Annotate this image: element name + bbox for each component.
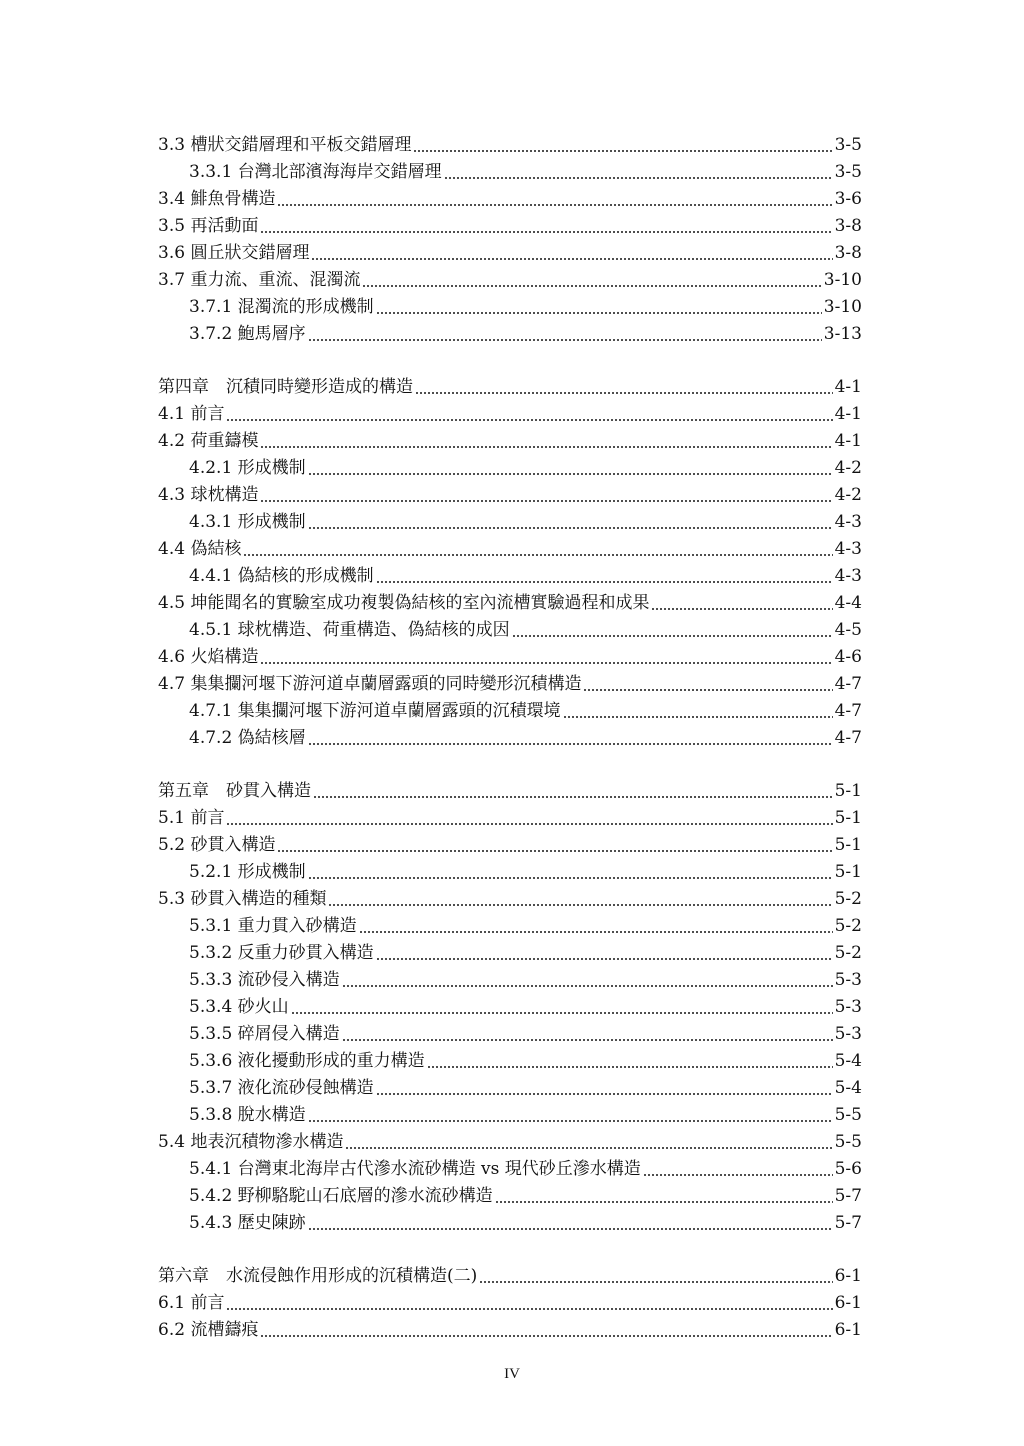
toc-entry-page: 4-3 [834, 512, 862, 532]
toc-entry[interactable] [158, 1317, 862, 1344]
toc-entry-title: 3.6 圓丘狀交錯層理 [158, 243, 310, 263]
dot-leader [415, 392, 833, 394]
toc-entry-page: 3-13 [823, 324, 862, 344]
dot-leader [583, 689, 832, 691]
dot-leader [260, 1335, 832, 1337]
toc-entry-title: 6.2 流槽鑄痕 [158, 1320, 259, 1340]
toc-entry[interactable] [158, 509, 862, 536]
dot-leader [376, 312, 822, 314]
dot-leader [308, 1120, 833, 1122]
toc-entry-title: 5.3.1 重力貫入砂構造 [189, 916, 357, 936]
toc-entry-title: 4.2.1 形成機制 [189, 458, 306, 478]
toc-entry[interactable] [158, 1048, 862, 1075]
toc-entry-page: 4-2 [834, 485, 862, 505]
toc-entry[interactable] [158, 994, 862, 1021]
toc-entry-title: 4.4.1 偽結核的形成機制 [189, 566, 374, 586]
toc-entry-page: 4-5 [834, 620, 862, 640]
toc-entry[interactable] [158, 886, 862, 913]
toc-entry[interactable] [158, 617, 862, 644]
toc-entry-page: 4-7 [834, 728, 862, 748]
toc-entry-title: 5.3.6 液化擾動形成的重力構造 [189, 1051, 425, 1071]
toc-entry[interactable] [158, 832, 862, 859]
dot-leader [328, 904, 832, 906]
toc-entry-page: 5-1 [834, 835, 862, 855]
toc-entry[interactable] [158, 267, 862, 294]
toc-entry-page: 6-1 [834, 1320, 862, 1340]
section-gap [158, 348, 862, 374]
toc-entry-page: 4-6 [834, 647, 862, 667]
toc-entry-title: 6.1 前言 [158, 1293, 225, 1313]
toc-entry-title: 5.4.2 野柳駱駝山石底層的滲水流砂構造 [189, 1186, 493, 1206]
dot-leader [376, 958, 833, 960]
toc-entry-title: 5.3.3 流砂侵入構造 [189, 970, 340, 990]
toc-entry-page: 3-8 [834, 216, 862, 236]
toc-entry-page: 5-4 [834, 1078, 862, 1098]
toc-entry-title: 5.1 前言 [158, 808, 225, 828]
dot-leader [226, 823, 832, 825]
toc-entry-title: 4.3.1 形成機制 [189, 512, 306, 532]
dot-leader [313, 796, 833, 798]
toc-entry[interactable] [158, 536, 862, 563]
dot-leader [308, 339, 822, 341]
toc-entry-title: 3.5 再活動面 [158, 216, 259, 236]
toc-entry-title: 4.6 火焰構造 [158, 647, 259, 667]
toc-entry[interactable] [158, 294, 862, 321]
toc-entry[interactable] [158, 482, 862, 509]
dot-leader [563, 716, 833, 718]
toc-entry-page: 5-1 [834, 808, 862, 828]
dot-leader [376, 581, 833, 583]
toc-entry-page: 3-5 [834, 135, 862, 155]
toc-entry[interactable] [158, 967, 862, 994]
dot-leader [342, 985, 833, 987]
toc-entry[interactable] [158, 725, 862, 752]
dot-leader [226, 419, 832, 421]
toc-entry-title: 5.3.5 碎屑侵入構造 [189, 1024, 340, 1044]
toc-entry-page: 4-4 [834, 593, 862, 613]
toc-entry-title: 第四章 沉積同時變形造成的構造 [158, 377, 413, 397]
toc-entry-page: 4-3 [834, 566, 862, 586]
toc-entry-title: 3.4 鯡魚骨構造 [158, 189, 276, 209]
toc-entry-page: 4-3 [834, 539, 862, 559]
toc-entry-title: 5.3.8 脫水構造 [189, 1105, 306, 1125]
section-gap [158, 752, 862, 778]
dot-leader [479, 1281, 832, 1283]
toc-entry[interactable] [158, 778, 862, 805]
toc-entry-title: 5.3 砂貫入構造的種類 [158, 889, 327, 909]
toc-entry-page: 4-1 [834, 377, 862, 397]
toc-entry[interactable] [158, 859, 862, 886]
toc-entry[interactable] [158, 671, 862, 698]
toc-entry-page: 5-3 [834, 1024, 862, 1044]
dot-leader [260, 662, 832, 664]
toc-entry-title: 5.4.3 歷史陳跡 [189, 1213, 306, 1233]
toc-entry-page: 5-5 [834, 1132, 862, 1152]
section-gap [158, 1237, 862, 1263]
toc-entry[interactable] [158, 455, 862, 482]
toc-entry-page: 5-1 [834, 862, 862, 882]
dot-leader [359, 931, 833, 933]
toc-entry-page: 5-7 [834, 1186, 862, 1206]
dot-leader [512, 635, 833, 637]
dot-leader [308, 1228, 833, 1230]
toc-entry-page: 3-6 [834, 189, 862, 209]
toc-entry-page: 5-2 [834, 889, 862, 909]
toc-entry-title: 5.2.1 形成機制 [189, 862, 306, 882]
toc-entry[interactable] [158, 698, 862, 725]
toc-entry-page: 5-3 [834, 970, 862, 990]
dot-leader [651, 608, 832, 610]
toc-entry-page: 6-1 [834, 1266, 862, 1286]
toc-entry[interactable] [158, 132, 862, 159]
toc-entry[interactable] [158, 159, 862, 186]
toc-entry-title: 5.4.1 台灣東北海岸古代滲水流砂構造 vs 現代砂丘滲水構造 [189, 1159, 641, 1179]
toc-entry[interactable] [158, 805, 862, 832]
toc-entry-page: 4-2 [834, 458, 862, 478]
toc-entry-page: 3-10 [823, 297, 862, 317]
toc-entry-title: 第六章 水流侵蝕作用形成的沉積構造(二) [158, 1266, 478, 1286]
toc-entry-page: 5-5 [834, 1105, 862, 1125]
toc-entry-title: 5.2 砂貫入構造 [158, 835, 276, 855]
table-of-contents [158, 132, 862, 1344]
toc-entry-title: 4.1 前言 [158, 404, 225, 424]
dot-leader [243, 554, 832, 556]
toc-entry-title: 3.7.2 鮑馬層序 [189, 324, 306, 344]
dot-leader [291, 1012, 833, 1014]
toc-entry[interactable] [158, 1075, 862, 1102]
dot-leader [342, 1039, 833, 1041]
toc-entry-page: 6-1 [834, 1293, 862, 1313]
dot-leader [260, 231, 832, 233]
toc-entry-page: 4-7 [834, 701, 862, 721]
toc-entry[interactable] [158, 401, 862, 428]
dot-leader [260, 500, 832, 502]
toc-entry-page: 5-2 [834, 943, 862, 963]
toc-entry[interactable] [158, 428, 862, 455]
toc-entry[interactable] [158, 563, 862, 590]
toc-entry[interactable] [158, 1210, 862, 1237]
toc-entry[interactable] [158, 1021, 862, 1048]
dot-leader [226, 1308, 832, 1310]
toc-entry[interactable] [158, 1183, 862, 1210]
toc-entry-title: 3.7 重力流、重流、混濁流 [158, 270, 361, 290]
toc-entry-page: 4-1 [834, 431, 862, 451]
toc-entry-page: 3-8 [834, 243, 862, 263]
toc-entry[interactable] [158, 1263, 862, 1290]
dot-leader [277, 850, 832, 852]
page-number: IV [504, 1366, 520, 1382]
toc-entry[interactable] [158, 1102, 862, 1129]
toc-entry-page: 5-1 [834, 781, 862, 801]
toc-entry-title: 4.5.1 球枕構造、荷重構造、偽結核的成因 [189, 620, 510, 640]
dot-leader [345, 1147, 832, 1149]
toc-entry-title: 3.3 槽狀交錯層理和平板交錯層理 [158, 135, 412, 155]
dot-leader [376, 1093, 833, 1095]
toc-entry[interactable] [158, 186, 862, 213]
dot-leader [260, 446, 832, 448]
toc-entry-title: 第五章 砂貫入構造 [158, 781, 311, 801]
toc-entry[interactable] [158, 1290, 862, 1317]
toc-entry[interactable] [158, 644, 862, 671]
toc-entry-title: 3.3.1 台灣北部濱海海岸交錯層理 [189, 162, 442, 182]
dot-leader [308, 527, 833, 529]
toc-entry[interactable] [158, 374, 862, 401]
toc-entry-page: 5-2 [834, 916, 862, 936]
toc-entry-title: 4.7.2 偽結核層 [189, 728, 306, 748]
toc-entry-title: 4.5 坤能聞名的實驗室成功複製偽結核的室內流槽實驗過程和成果 [158, 593, 650, 613]
toc-entry-title: 4.7.1 集集攔河堰下游河道卓蘭層露頭的沉積環境 [189, 701, 561, 721]
toc-entry-page: 4-7 [834, 674, 862, 694]
dot-leader [495, 1201, 833, 1203]
toc-entry[interactable] [158, 240, 862, 267]
toc-entry[interactable] [158, 940, 862, 967]
toc-entry[interactable] [158, 1129, 862, 1156]
dot-leader [643, 1174, 833, 1176]
dot-leader [427, 1066, 833, 1068]
dot-leader [308, 877, 833, 879]
toc-entry-title: 4.7 集集攔河堰下游河道卓蘭層露頭的同時變形沉積構造 [158, 674, 582, 694]
toc-entry-title: 4.3 球枕構造 [158, 485, 259, 505]
toc-entry-title: 5.3.2 反重力砂貫入構造 [189, 943, 374, 963]
dot-leader [444, 177, 833, 179]
toc-entry-page: 5-7 [834, 1213, 862, 1233]
toc-entry-title: 4.2 荷重鑄模 [158, 431, 259, 451]
toc-entry-page: 3-5 [834, 162, 862, 182]
dot-leader [308, 743, 833, 745]
dot-leader [308, 473, 833, 475]
toc-entry[interactable] [158, 590, 862, 617]
toc-entry-page: 5-6 [834, 1159, 862, 1179]
toc-entry-page: 3-10 [823, 270, 862, 290]
toc-entry-title: 5.3.7 液化流砂侵蝕構造 [189, 1078, 374, 1098]
toc-entry-title: 5.4 地表沉積物滲水構造 [158, 1132, 344, 1152]
toc-entry-title: 3.7.1 混濁流的形成機制 [189, 297, 374, 317]
dot-leader [413, 150, 832, 152]
toc-entry-page: 4-1 [834, 404, 862, 424]
toc-entry-page: 5-3 [834, 997, 862, 1017]
toc-entry[interactable] [158, 213, 862, 240]
dot-leader [277, 204, 832, 206]
dot-leader [362, 285, 821, 287]
toc-entry-title: 4.4 偽結核 [158, 539, 242, 559]
toc-entry[interactable] [158, 321, 862, 348]
toc-entry[interactable] [158, 1156, 862, 1183]
toc-entry-page: 5-4 [834, 1051, 862, 1071]
dot-leader [311, 258, 832, 260]
toc-entry-title: 5.3.4 砂火山 [189, 997, 289, 1017]
toc-entry[interactable] [158, 913, 862, 940]
